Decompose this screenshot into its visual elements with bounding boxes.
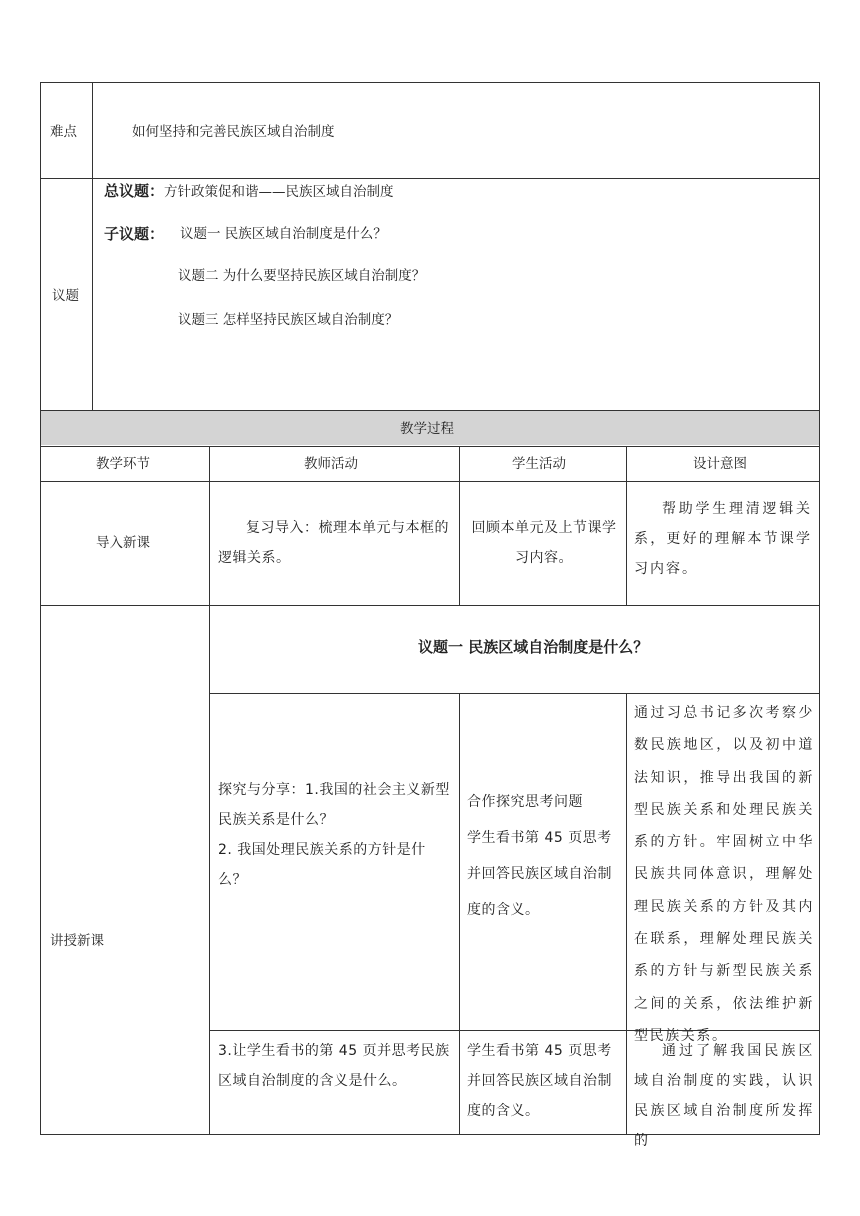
row1-student-line1: 合作探究思考问题 <box>467 794 583 810</box>
row1-teacher <box>218 775 454 895</box>
row1-teacher-line2: 2. 我国处理民族关系的方针是什么？ <box>218 842 426 888</box>
intro-teacher <box>218 513 452 573</box>
row1-design-text: 通过习总书记多次考察少数民族地区，以及初中道法知识，推导出我国的新型民族关系和处理民族关系的方针。牢固树立中华民族共同体意识，理解处理民族关系的方针及其内在联系，理解处理民族关系的方针与新型民族关系之间的关系，依法维护新型民族关系。 <box>634 705 814 1044</box>
difficulty-label: 难点 <box>50 124 77 140</box>
difficulty-text: 如何坚持和完善民族区域自治制度 <box>132 124 335 140</box>
intro-student-text: 回顾本单元及上节课学习内容。 <box>471 520 617 566</box>
intro-design-text: 帮助学生理清逻辑关系，更好的理解本节课学习内容。 <box>634 501 812 577</box>
main-topic-label: 总议题： <box>104 182 165 200</box>
topic-one-heading: 议题一 民族区域自治制度是什么？ <box>418 638 649 656</box>
topic-label: 议题 <box>52 288 79 304</box>
intro-stage: 导入新课 <box>96 535 150 551</box>
row1-teacher-line1: 探究与分享：1.我国的社会主义新型民族关系是什么？ <box>218 782 450 828</box>
row2-design-text: 通过了解我国民族区域自治制度的实践，认识民族区域自治制度所发挥的 <box>634 1043 814 1149</box>
row2-teacher <box>218 1036 454 1096</box>
row2-student <box>467 1036 621 1126</box>
sub-topic-2: 议题二 为什么要坚持民族区域自治制度？ <box>178 268 426 284</box>
main-topic-line <box>104 182 394 201</box>
intro-teacher-text: 复习导入：梳理本单元与本框的逻辑关系。 <box>218 520 449 566</box>
sub-topic-label: 子议题： <box>104 225 165 243</box>
intro-design <box>634 494 812 584</box>
header-teacher: 教师活动 <box>304 456 358 472</box>
process-title: 教学过程 <box>400 421 454 437</box>
header-student: 学生活动 <box>512 456 566 472</box>
row1-student-line2: 学生看书第 45 页思考并回答民族区域自治制度的含义。 <box>467 830 612 918</box>
row1-design <box>634 697 814 1052</box>
row2-design <box>634 1036 814 1149</box>
lecture-stage: 讲授新课 <box>50 933 104 949</box>
intro-student <box>467 513 621 573</box>
row2-student-text: 学生看书第 45 页思考并回答民族区域自治制度的含义。 <box>467 1043 612 1119</box>
row1-student <box>467 784 621 928</box>
main-topic-text: 方针政策促和谐——民族区域自治制度 <box>164 184 394 200</box>
header-stage: 教学环节 <box>96 456 150 472</box>
header-design: 设计意图 <box>693 456 747 472</box>
sub-topic-1: 议题一 民族区域自治制度是什么？ <box>180 226 387 242</box>
sub-topic-3: 议题三 怎样坚持民族区域自治制度？ <box>178 312 399 328</box>
row2-teacher-text: 3.让学生看书的第 45 页并思考民族区域自治制度的含义是什么。 <box>218 1043 450 1089</box>
